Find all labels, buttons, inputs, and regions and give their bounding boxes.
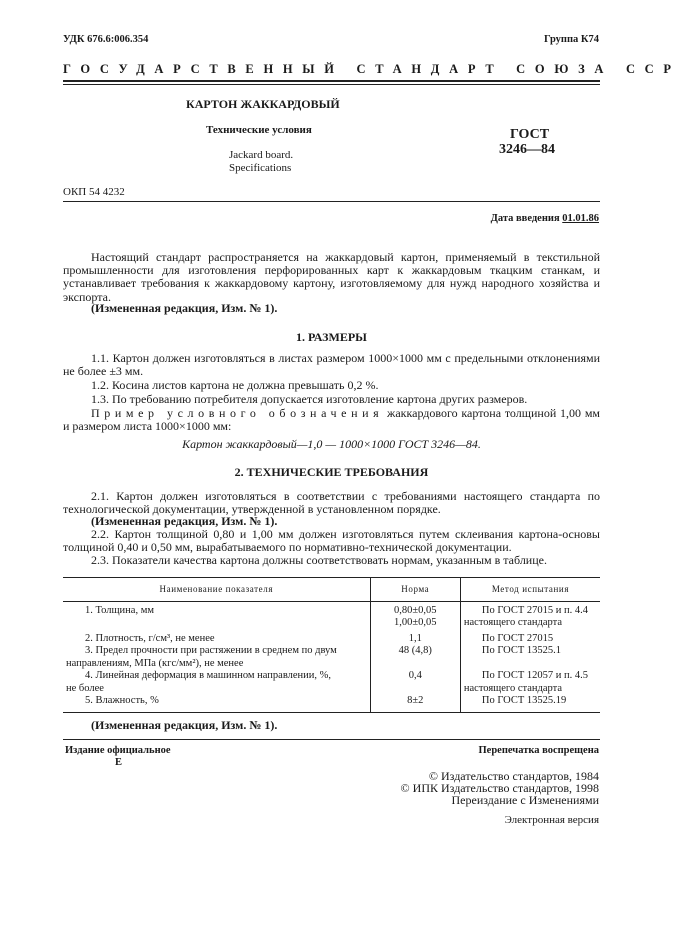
table-row bbox=[63, 630, 600, 646]
clause-2-1-revision: (Измененная редакция, Изм. № 1). bbox=[91, 514, 278, 528]
table-cell-indicator: 2. Плотность, г/см³, не менее bbox=[85, 632, 215, 644]
okp-code: ОКП 54 4232 bbox=[63, 186, 125, 198]
edition-letter: Е bbox=[115, 757, 123, 768]
english-title-line2: Specifications bbox=[229, 162, 292, 174]
designation-formula: Картон жаккардовый—1,0 — 1000×1000 ГОСТ 3246—84. bbox=[182, 437, 481, 451]
gost-number: 3246—84 bbox=[499, 142, 555, 157]
reprint-notice: Перепечатка воспрещена bbox=[478, 745, 599, 756]
table-header-norm: Норма bbox=[370, 578, 460, 602]
designation-example-rest: жаккардового картона толщиной 1,00 мм и размером листа 1000×1000 мм: bbox=[63, 406, 601, 434]
table-cell-indicator: 1. Толщина, мм bbox=[85, 604, 154, 616]
table-cell-norm: 48 (4,8) bbox=[370, 645, 460, 670]
reissue-note: Переиздание с Изменениями bbox=[451, 793, 599, 807]
preamble-revision: (Измененная редакция, Изм. № 1). bbox=[91, 301, 278, 315]
electronic-version: Электронная версия bbox=[504, 814, 599, 826]
gost-label: ГОСТ bbox=[510, 127, 550, 142]
table-cell-method: По ГОСТ 12057 и п. 4.5 настоящего стандарта bbox=[460, 670, 600, 695]
document-subtitle: Технические условия bbox=[206, 124, 312, 136]
table-cell-method: По ГОСТ 27015 bbox=[460, 630, 600, 646]
table-header-indicator: Наименование показателя bbox=[63, 578, 370, 602]
table-cell-norm: 1,1 bbox=[370, 630, 460, 646]
clause-1-3: 1.3. По требованию потребителя допускается изготовление картона других размеров. bbox=[91, 392, 528, 406]
title-rule bbox=[63, 201, 600, 202]
clause-2-1: 2.1. Картон должен изготовляться в соответствии с требованиями настоящего стандарта по технологической документации, утвержденной в установленном порядке. bbox=[63, 489, 600, 517]
table-cell-indicator: 4. Линейная деформация в машинном направлении, %, не более bbox=[66, 670, 332, 694]
clause-1-1: 1.1. Картон должен изготовляться в листах размером 1000×1000 мм с предельными отклонениями не более ±3 мм. bbox=[63, 351, 600, 379]
copyright-1998: © ИПК Издательство стандартов, 1998 bbox=[400, 781, 599, 795]
section1-heading: 1. РАЗМЕРЫ bbox=[296, 330, 367, 344]
introduction-date-label: Дата введения bbox=[490, 213, 560, 224]
document-title: КАРТОН ЖАККАРДОВЫЙ bbox=[186, 97, 340, 111]
table-cell-method: По ГОСТ 13525.1 bbox=[460, 645, 600, 670]
footer-rule bbox=[63, 739, 600, 740]
official-edition: Издание официальное bbox=[65, 745, 171, 756]
clause-2-2: 2.2. Картон толщиной 0,80 и 1,00 мм должен изготовляться путем склеивания картона-основы толщиной 0,40 и 0,50 мм, вырабатываемого по нормативно-технической документации. bbox=[63, 527, 600, 555]
table-row bbox=[63, 695, 600, 712]
table-cell-indicator: 5. Влажность, % bbox=[63, 695, 370, 712]
table-cell-indicator: 3. Предел прочности при растяжении в среднем по двум направлениям, МПа (кгс/мм²), не менее bbox=[66, 645, 337, 669]
designation-example bbox=[63, 407, 600, 433]
introduction-date-value: 01.01.86 bbox=[562, 213, 599, 224]
designation-example-lead: Пример условного обозначения bbox=[91, 406, 384, 420]
table-header-row bbox=[63, 578, 600, 602]
group-code: Группа К74 bbox=[543, 34, 599, 45]
udk-code: УДК 676.6:006.354 bbox=[63, 34, 149, 45]
table-row bbox=[63, 601, 600, 630]
table-revision: (Измененная редакция, Изм. № 1). bbox=[91, 718, 278, 732]
table-cell-method: По ГОСТ 13525.19 bbox=[460, 695, 600, 712]
banner-rule bbox=[63, 80, 600, 82]
introduction-date bbox=[491, 213, 599, 224]
table-row bbox=[63, 670, 600, 695]
clause-2-3: 2.3. Показатели качества картона должны соответствовать нормам, указанным в таблице. bbox=[91, 553, 547, 567]
table-cell-norm: 8±2 bbox=[370, 695, 460, 712]
section2-heading: 2. ТЕХНИЧЕСКИЕ ТРЕБОВАНИЯ bbox=[234, 465, 429, 479]
table-header-method: Метод испытания bbox=[460, 578, 600, 602]
table-cell-norm: 0,80±0,05 1,00±0,05 bbox=[370, 601, 460, 630]
table-cell-norm: 0,4 bbox=[370, 670, 460, 695]
state-standard-banner: ГОСУДАРСТВЕННЫЙ СТАНДАРТ СОЮЗА ССР bbox=[63, 62, 681, 76]
preamble-text: Настоящий стандарт распространяется на жаккардовый картон, применяемый в текстильной промышленности для изготовления перфорированных карт к жаккардовым ткацким станкам, и устанавливает требования к жаккардовому картону, изготовляемому для нужд народного хозяйства и экспорта. bbox=[63, 250, 600, 304]
clause-1-2: 1.2. Косина листов картона не должна превышать 0,2 %. bbox=[91, 378, 379, 392]
table-row bbox=[63, 645, 600, 670]
banner-rule-thin bbox=[63, 84, 600, 85]
quality-table bbox=[63, 577, 600, 713]
english-title-line1: Jackard board. bbox=[229, 149, 294, 161]
copyright-1984: © Издательство стандартов, 1984 bbox=[428, 769, 599, 783]
table-cell-method: По ГОСТ 27015 и п. 4.4 настоящего стандарта bbox=[460, 601, 600, 630]
